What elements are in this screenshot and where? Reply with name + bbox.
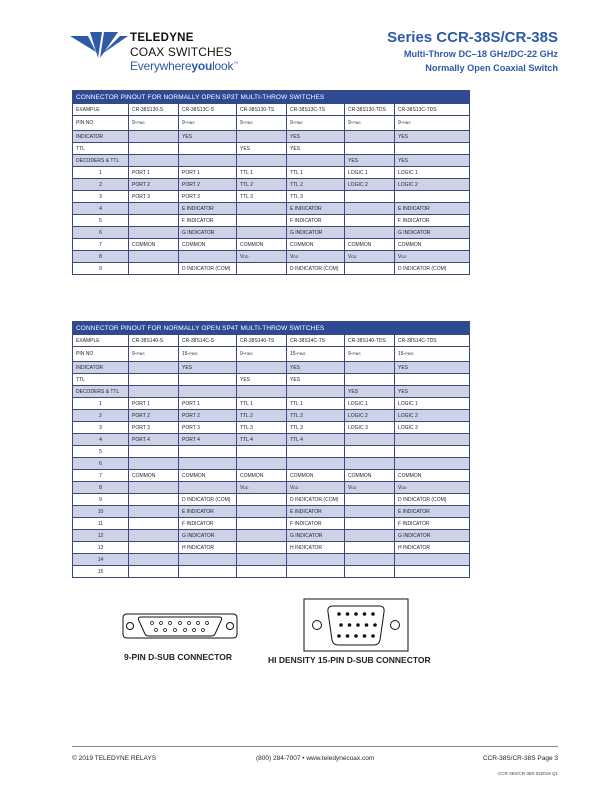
table-row	[73, 362, 470, 374]
table-cell: TTL 2	[287, 179, 345, 191]
table-cell	[237, 554, 287, 566]
table-cell	[237, 566, 287, 578]
row-label-cell: 13	[73, 542, 129, 554]
table-cell	[237, 215, 287, 227]
table-cell	[345, 362, 395, 374]
table-cell	[129, 251, 179, 263]
table-cell: VDD	[237, 251, 287, 263]
table-cell	[129, 554, 179, 566]
table-row	[73, 518, 470, 530]
table-cell: PORT 2	[179, 410, 237, 422]
table-cell	[129, 155, 179, 167]
table-cell: CR-38S140-S	[129, 335, 179, 347]
row-label-cell: 8	[73, 482, 129, 494]
table-cell	[287, 386, 345, 398]
table-cell: LOGIC 2	[345, 179, 395, 191]
table-cell: COMMON	[287, 239, 345, 251]
row-label-cell: PIN NO	[73, 116, 129, 131]
row-label-cell: PIN NO	[73, 347, 129, 362]
table-cell	[237, 155, 287, 167]
table-cell	[345, 494, 395, 506]
table-cell	[287, 458, 345, 470]
table-cell: COMMON	[179, 239, 237, 251]
table-cell: COMMON	[395, 239, 470, 251]
table-cell: YES	[287, 374, 345, 386]
table-row	[73, 410, 470, 422]
table-cell: LOGIC 2	[395, 179, 470, 191]
row-label-cell: TTL	[73, 143, 129, 155]
table-cell: G INDICATOR	[179, 530, 237, 542]
table-cell	[345, 143, 395, 155]
table-cell: TTL 4	[287, 434, 345, 446]
table-row	[73, 470, 470, 482]
table-cell	[179, 458, 237, 470]
sp4t-table-caption: CONNECTOR PINOUT FOR NORMALLY OPEN SP4T MULTI-THROW SWITCHES	[73, 322, 470, 335]
row-label-cell: 5	[73, 446, 129, 458]
table-cell: TTL 1	[287, 398, 345, 410]
table-cell	[129, 506, 179, 518]
table-row	[73, 494, 470, 506]
table-cell	[237, 263, 287, 275]
table-cell: TTL 3	[237, 191, 287, 203]
table-cell	[179, 251, 237, 263]
table-cell	[179, 386, 237, 398]
table-cell	[395, 374, 470, 386]
table-cell	[129, 446, 179, 458]
table-cell	[129, 362, 179, 374]
table-cell	[287, 446, 345, 458]
table-cell: TTL 2	[237, 410, 287, 422]
table-cell: D INDICATOR (COM)	[395, 494, 470, 506]
table-cell: YES	[395, 362, 470, 374]
table-cell: LOGIC 1	[395, 398, 470, 410]
table-cell: TTL 3	[287, 422, 345, 434]
series-header	[387, 29, 558, 74]
table-cell: G INDICATOR	[395, 227, 470, 239]
table-row	[73, 530, 470, 542]
table-cell	[179, 446, 237, 458]
table-cell: 9-PINS	[345, 116, 395, 131]
table-cell: TTL 2	[237, 179, 287, 191]
table-cell: G INDICATOR	[287, 227, 345, 239]
table-cell: CR-38S14C-TDS	[395, 335, 470, 347]
table-cell	[345, 131, 395, 143]
dsub9-connector-diagram	[119, 608, 241, 651]
table-cell	[129, 215, 179, 227]
table-cell: PORT 1	[179, 167, 237, 179]
table-row	[73, 239, 470, 251]
table-cell: VDD	[395, 482, 470, 494]
row-label-cell: EXAMPLE	[73, 104, 129, 116]
table-cell: PORT 2	[129, 410, 179, 422]
table-cell: PORT 2	[179, 179, 237, 191]
table-cell	[129, 494, 179, 506]
table-cell: E INDICATOR	[287, 203, 345, 215]
table-cell	[237, 494, 287, 506]
table-cell	[237, 542, 287, 554]
table-cell: CR-38S130-TDS	[345, 104, 395, 116]
row-label-cell: DECODERS & TTL	[73, 386, 129, 398]
table-cell	[179, 143, 237, 155]
table-cell: LOGIC 3	[395, 422, 470, 434]
table-cell	[129, 458, 179, 470]
row-label-cell: EXAMPLE	[73, 335, 129, 347]
table-cell: D INDICATOR (COM)	[287, 494, 345, 506]
table-cell: YES	[345, 155, 395, 167]
table-cell: 9-PINS	[129, 347, 179, 362]
row-label-cell: 2	[73, 410, 129, 422]
row-label-cell: 3	[73, 191, 129, 203]
table-cell	[179, 482, 237, 494]
table-cell: CR-38S13C-S	[179, 104, 237, 116]
table-cell: YES	[237, 143, 287, 155]
table-header-row	[73, 335, 470, 347]
table-cell	[287, 155, 345, 167]
table-cell: D INDICATOR (COM)	[179, 494, 237, 506]
row-label-cell: 6	[73, 227, 129, 239]
table-cell: TTL 3	[287, 191, 345, 203]
table-cell: PORT 1	[129, 167, 179, 179]
table-cell: YES	[287, 362, 345, 374]
dsub15-connector-label: HI DENSITY 15-PIN D-SUB CONNECTOR	[268, 655, 431, 665]
table-header-row	[73, 104, 470, 116]
table-cell	[287, 566, 345, 578]
table-cell	[237, 458, 287, 470]
table-cell	[237, 386, 287, 398]
table-cell	[129, 566, 179, 578]
table-row	[73, 554, 470, 566]
table-cell: H INDICATOR	[287, 542, 345, 554]
table-cell: E INDICATOR	[395, 203, 470, 215]
table-cell: 9-PINS	[287, 116, 345, 131]
table-cell: PORT 4	[129, 434, 179, 446]
row-label-cell: 10	[73, 506, 129, 518]
table-cell: YES	[395, 386, 470, 398]
table-cell: COMMON	[237, 239, 287, 251]
table-cell	[129, 518, 179, 530]
table-cell: PORT 3	[179, 422, 237, 434]
table-cell: G INDICATOR	[287, 530, 345, 542]
table-cell: VDD	[345, 251, 395, 263]
table-cell	[237, 518, 287, 530]
table-cell: COMMON	[287, 470, 345, 482]
table-cell: YES	[237, 374, 287, 386]
table-cell: YES	[287, 131, 345, 143]
table-cell	[345, 542, 395, 554]
footer-divider	[72, 746, 558, 747]
table-cell	[237, 530, 287, 542]
table-cell	[395, 446, 470, 458]
row-label-cell: DECODERS & TTL	[73, 155, 129, 167]
table-cell: 9-PINS	[345, 347, 395, 362]
row-label-cell: 8	[73, 251, 129, 263]
table-cell	[287, 554, 345, 566]
table-row	[73, 347, 470, 362]
table-cell: COMMON	[395, 470, 470, 482]
row-label-cell: INDICATOR	[73, 362, 129, 374]
table-row	[73, 179, 470, 191]
table-cell: TTL 1	[237, 398, 287, 410]
table-cell	[129, 131, 179, 143]
table-cell: VDD	[237, 482, 287, 494]
table-cell: COMMON	[237, 470, 287, 482]
table-cell: E INDICATOR	[287, 506, 345, 518]
row-label-cell: 7	[73, 470, 129, 482]
table-row	[73, 566, 470, 578]
table-cell: CR-38S140-TS	[237, 335, 287, 347]
table-cell	[345, 215, 395, 227]
brand-tagline: Everywhereyoulook™	[130, 59, 239, 73]
dsub9-connector-label: 9-PIN D-SUB CONNECTOR	[124, 652, 232, 662]
table-cell	[345, 374, 395, 386]
table-cell: LOGIC 1	[345, 167, 395, 179]
table-cell	[129, 482, 179, 494]
table-cell: CR-38S13C-TS	[287, 104, 345, 116]
table-row	[73, 446, 470, 458]
table-cell: 9-PINS	[129, 116, 179, 131]
series-subtitle-2: Normally Open Coaxial Switch	[425, 63, 558, 73]
table-cell: F INDICATOR	[287, 518, 345, 530]
table-cell	[237, 131, 287, 143]
table-cell	[237, 203, 287, 215]
dsub9-connector-icon	[119, 608, 241, 646]
table-cell	[345, 566, 395, 578]
table-cell	[129, 227, 179, 239]
table-cell: F INDICATOR	[179, 215, 237, 227]
table-cell: PORT 3	[179, 191, 237, 203]
table-cell: D INDICATOR (COM)	[179, 263, 237, 275]
row-label-cell: 9	[73, 494, 129, 506]
table-cell: LOGIC 1	[345, 398, 395, 410]
table-cell: E INDICATOR	[395, 506, 470, 518]
table-cell	[345, 530, 395, 542]
table-cell: CR-38S14C-S	[179, 335, 237, 347]
sp3t-pinout-table	[72, 90, 470, 275]
row-label-cell: 6	[73, 458, 129, 470]
table-cell	[395, 458, 470, 470]
table-cell	[345, 446, 395, 458]
table-row	[73, 155, 470, 167]
table-cell: CR-38S130-TS	[237, 104, 287, 116]
table-cell: VDD	[287, 251, 345, 263]
table-row	[73, 422, 470, 434]
table-cell: VDD	[345, 482, 395, 494]
table-cell: LOGIC 2	[395, 410, 470, 422]
table-cell: G INDICATOR	[395, 530, 470, 542]
table-cell: YES	[287, 143, 345, 155]
table-cell: 9-PINS	[237, 116, 287, 131]
table-cell	[345, 263, 395, 275]
row-label-cell: INDICATOR	[73, 131, 129, 143]
table-cell	[129, 386, 179, 398]
table-cell: H INDICATOR	[179, 542, 237, 554]
table-row	[73, 191, 470, 203]
sp3t-table-caption: CONNECTOR PINOUT FOR NORMALLY OPEN SP3T MULTI-THROW SWITCHES	[73, 91, 470, 104]
table-cell	[237, 446, 287, 458]
table-cell	[179, 374, 237, 386]
table-row	[73, 386, 470, 398]
row-label-cell: 2	[73, 179, 129, 191]
table-cell: TTL 3	[237, 422, 287, 434]
table-cell	[395, 143, 470, 155]
table-row	[73, 374, 470, 386]
table-cell	[395, 434, 470, 446]
row-label-cell: 3	[73, 422, 129, 434]
dsub15-connector-icon	[303, 598, 409, 652]
table-cell: H INDICATOR	[395, 542, 470, 554]
table-cell: YES	[179, 131, 237, 143]
row-label-cell: 1	[73, 167, 129, 179]
row-label-cell: 14	[73, 554, 129, 566]
footer-copyright: © 2019 TELEDYNE RELAYS	[72, 755, 157, 762]
table-cell: F INDICATOR	[287, 215, 345, 227]
table-cell: TTL 1	[287, 167, 345, 179]
table-cell	[179, 554, 237, 566]
table-cell: COMMON	[129, 239, 179, 251]
table-cell	[345, 458, 395, 470]
table-cell: PORT 3	[129, 422, 179, 434]
table-cell: PORT 4	[179, 434, 237, 446]
table-row	[73, 482, 470, 494]
table-cell	[345, 554, 395, 566]
table-cell: E INDICATOR	[179, 506, 237, 518]
table-cell: LOGIC 3	[345, 422, 395, 434]
series-subtitle-1: Multi-Throw DC–18 GHz/DC-22 GHz	[403, 49, 558, 59]
table-row	[73, 251, 470, 263]
table-cell	[345, 191, 395, 203]
table-cell	[129, 530, 179, 542]
table-cell	[345, 434, 395, 446]
table-cell: 9-PINS	[237, 347, 287, 362]
table-cell: YES	[395, 131, 470, 143]
table-row	[73, 116, 470, 131]
table-cell	[179, 566, 237, 578]
table-cell	[129, 203, 179, 215]
table-cell: PORT 1	[179, 398, 237, 410]
table-cell: TTL 2	[287, 410, 345, 422]
table-cell	[345, 518, 395, 530]
table-cell	[395, 191, 470, 203]
table-cell	[129, 143, 179, 155]
table-cell	[237, 362, 287, 374]
table-cell	[345, 227, 395, 239]
footer-contact: (800) 284-7007 • www.teledynecoax.com	[256, 755, 375, 762]
table-cell	[395, 566, 470, 578]
table-row	[73, 167, 470, 179]
table-row	[73, 506, 470, 518]
table-cell: CR-38S130-S	[129, 104, 179, 116]
table-cell: LOGIC 1	[395, 167, 470, 179]
table-cell: 9-PINS	[179, 116, 237, 131]
table-row	[73, 203, 470, 215]
row-label-cell: 9	[73, 263, 129, 275]
footer-doc-code: CCR-38S/CR-38S 022019 Q1	[497, 771, 558, 776]
table-cell: TTL 4	[237, 434, 287, 446]
row-label-cell: 12	[73, 530, 129, 542]
table-cell: PORT 2	[129, 179, 179, 191]
table-cell	[345, 506, 395, 518]
table-cell: 15-PINS	[395, 347, 470, 362]
table-cell: COMMON	[345, 470, 395, 482]
table-cell: F INDICATOR	[179, 518, 237, 530]
table-cell: 15-PINS	[287, 347, 345, 362]
row-label-cell: 7	[73, 239, 129, 251]
table-cell: D INDICATOR (COM)	[287, 263, 345, 275]
table-row	[73, 263, 470, 275]
table-cell: CR-38S140-TDS	[345, 335, 395, 347]
table-cell: 15-PINS	[179, 347, 237, 362]
table-cell	[179, 155, 237, 167]
table-row	[73, 434, 470, 446]
table-row	[73, 131, 470, 143]
table-cell: PORT 3	[129, 191, 179, 203]
table-row	[73, 143, 470, 155]
table-cell: PORT 1	[129, 398, 179, 410]
table-row	[73, 215, 470, 227]
table-cell: D INDICATOR (COM)	[395, 263, 470, 275]
table-cell	[129, 374, 179, 386]
dsub15-connector-diagram	[303, 598, 409, 657]
table-cell: LOGIC 2	[345, 410, 395, 422]
table-row	[73, 398, 470, 410]
table-cell: COMMON	[129, 470, 179, 482]
teledyne-logo	[70, 30, 260, 80]
table-cell: VDD	[287, 482, 345, 494]
table-cell: 9-PINS	[395, 116, 470, 131]
table-cell: E INDICATOR	[179, 203, 237, 215]
table-cell	[237, 506, 287, 518]
table-cell: VDD	[395, 251, 470, 263]
table-cell	[129, 542, 179, 554]
table-cell: F INDICATOR	[395, 518, 470, 530]
teledyne-wings-icon	[70, 30, 128, 60]
table-cell: TTL 1	[237, 167, 287, 179]
table-cell: CR-38S13C-TDS	[395, 104, 470, 116]
row-label-cell: 5	[73, 215, 129, 227]
table-cell: COMMON	[345, 239, 395, 251]
brand-name: TELEDYNE	[130, 32, 194, 44]
row-label-cell: TTL	[73, 374, 129, 386]
table-row	[73, 458, 470, 470]
table-cell	[345, 203, 395, 215]
table-row	[73, 227, 470, 239]
brand-division: COAX SWITCHES	[130, 45, 232, 59]
footer-page-number: CCR-38S/CR-38S Page 3	[482, 755, 558, 762]
sp4t-pinout-table	[72, 321, 470, 578]
table-cell: G INDICATOR	[179, 227, 237, 239]
table-cell	[237, 227, 287, 239]
series-title: Series CCR-38S/CR-38S	[387, 29, 558, 46]
row-label-cell: 4	[73, 434, 129, 446]
row-label-cell: 4	[73, 203, 129, 215]
table-cell: F INDICATOR	[395, 215, 470, 227]
table-cell	[395, 554, 470, 566]
row-label-cell: 11	[73, 518, 129, 530]
table-cell: YES	[395, 155, 470, 167]
table-cell	[129, 263, 179, 275]
table-row	[73, 542, 470, 554]
table-cell: COMMON	[179, 470, 237, 482]
row-label-cell: 1	[73, 398, 129, 410]
table-cell: YES	[179, 362, 237, 374]
table-cell: YES	[345, 386, 395, 398]
row-label-cell: 15	[73, 566, 129, 578]
table-cell: CR-38S14C-TS	[287, 335, 345, 347]
